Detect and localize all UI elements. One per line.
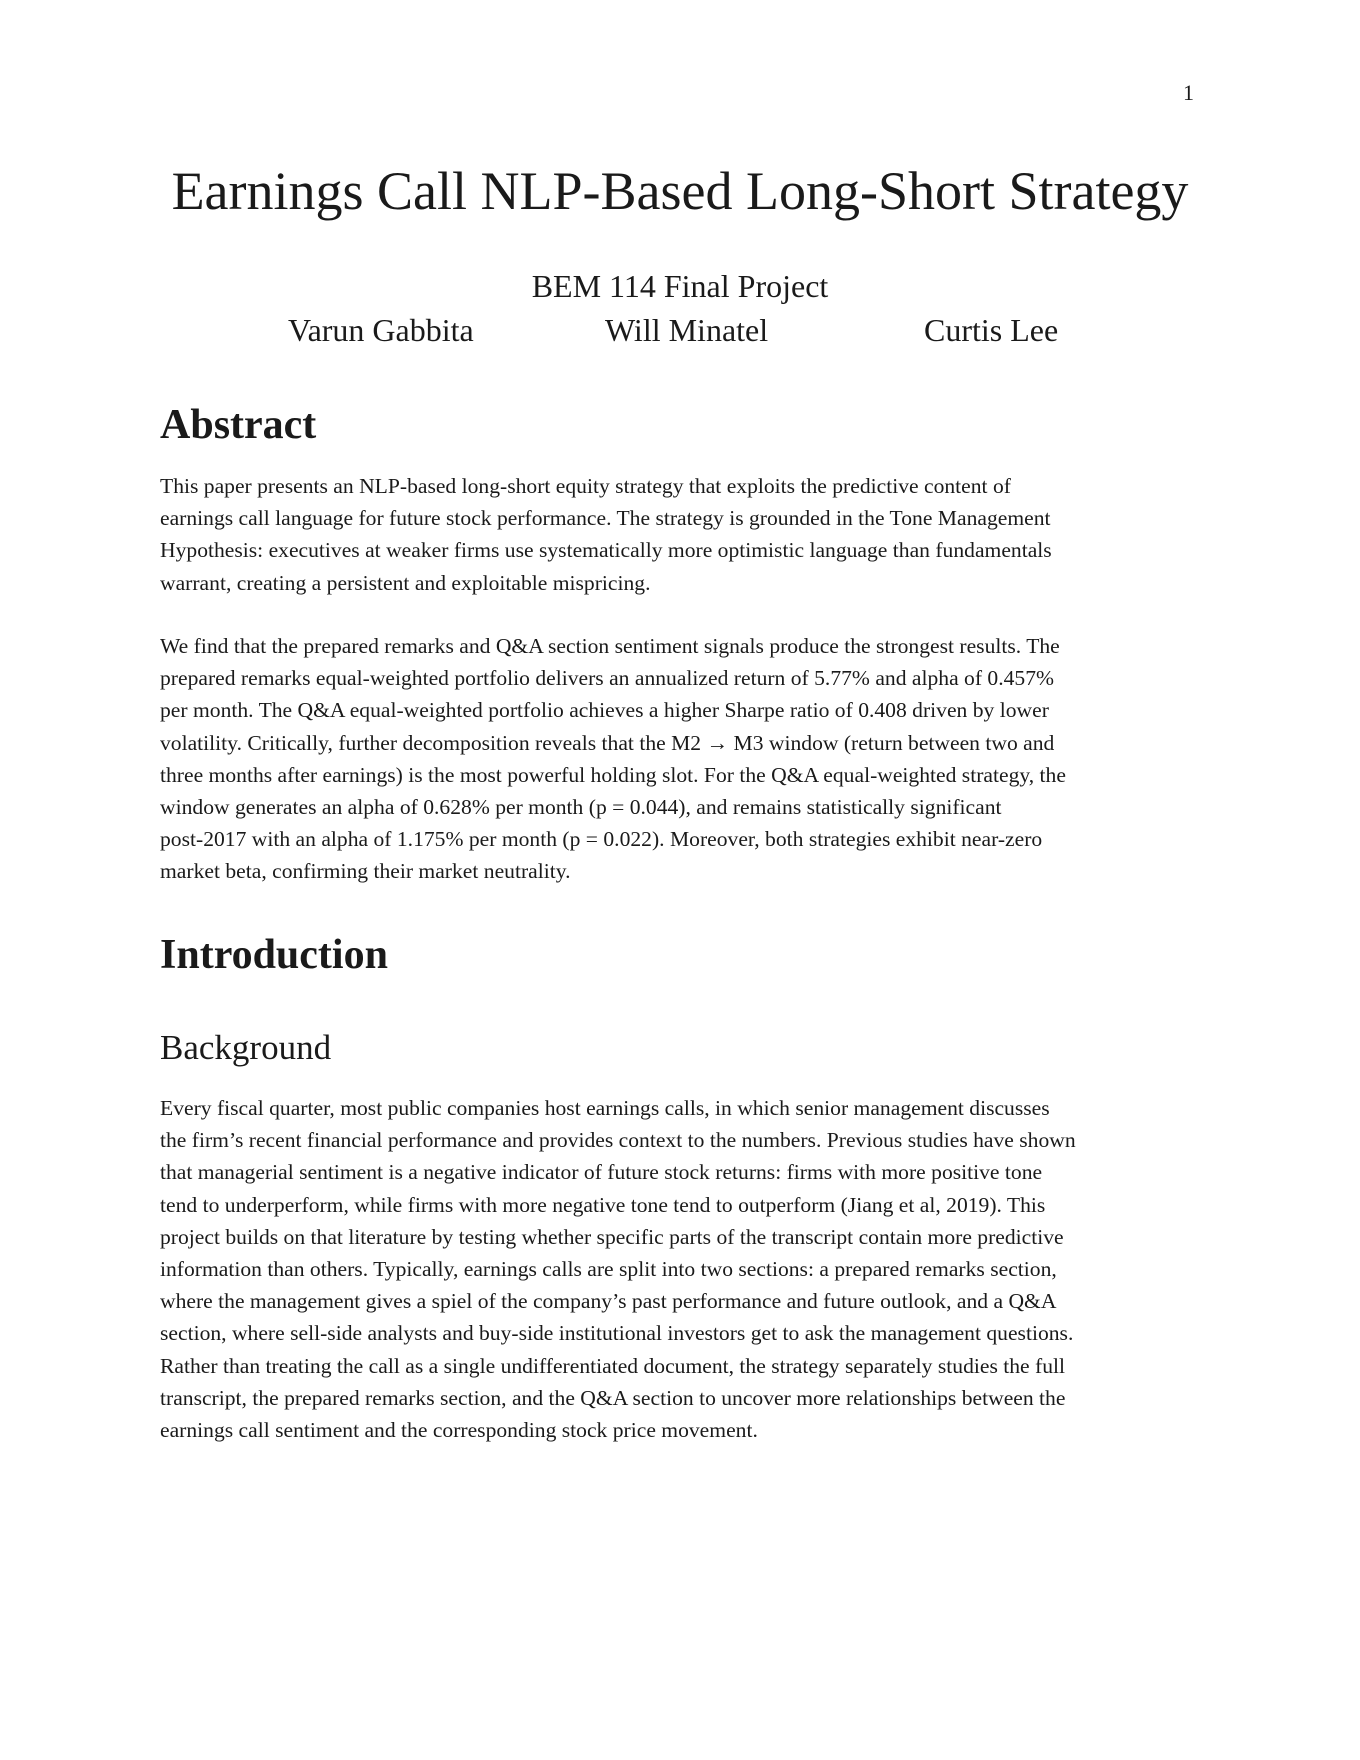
course-subtitle: BEM 114 Final Project — [531, 268, 829, 304]
author-name: Will Minatel — [605, 312, 769, 348]
abstract-paragraph: We find that the prepared remarks and Q&A section sentiment signals produce the strongest results. The prepared remarks equal-weighted portfolio delivers an annualized return of 5.77% and alpha of 0.457% per month. The Q&A equal-weighted portfolio achieves a higher Sharpe ratio of 0.408 driven by lower volatility. Critically, further decomposition reveals that the M2 → M3 window (return between two and three months after earnings) is the most powerful holding slot. For the Q&A equal-weighted strategy, the window generates an alpha of 0.628% per month (p = 0.044), and remains statistically significant post-2017 with an alpha of 1.175% per month (p = 0.022). Moreover, both strategies exhibit near-zero market beta, confirming their market neutrality. — [160, 634, 1066, 884]
author-name: Curtis Lee — [924, 312, 1059, 348]
paper-title: Earnings Call NLP-Based Long-Short Strategy — [171, 161, 1189, 221]
page-number: 1 — [1183, 80, 1194, 105]
author-name: Varun Gabbita — [288, 312, 474, 348]
background-heading: Background — [160, 1028, 332, 1067]
abstract-heading: Abstract — [160, 402, 317, 448]
introduction-heading: Introduction — [160, 932, 388, 978]
abstract-paragraph: This paper presents an NLP-based long-short equity strategy that exploits the predictive content of earnings call language for future stock performance. The strategy is grounded in the Tone Management Hypothesis: executives at weaker firms use systematically more optimistic language than fundamentals warrant, creating a persistent and exploitable mispricing. — [160, 474, 1052, 595]
background-paragraph: Every fiscal quarter, most public companies host earnings calls, in which senior management discusses the firm’s recent financial performance and provides context to the numbers. Previous studies have shown that managerial sentiment is a negative indicator of future stock returns: firms with more positive tone tend to underperform, while firms with more negative tone tend to outperform (Jiang et al, 2019). This project builds on that literature by testing whether specific parts of the transcript contain more predictive information than others. Typically, earnings calls are split into two sections: a prepared remarks section, where the management gives a spiel of the company’s past performance and future outlook, and a Q&A section, where sell-side analysts and buy-side institutional investors get to ask the management questions. Rather than treating the call as a single undifferentiated document, the strategy separately studies the full transcript, the prepared remarks section, and the Q&A section to uncover more relationships between the earnings call sentiment and the corresponding stock price movement. — [160, 1096, 1076, 1443]
